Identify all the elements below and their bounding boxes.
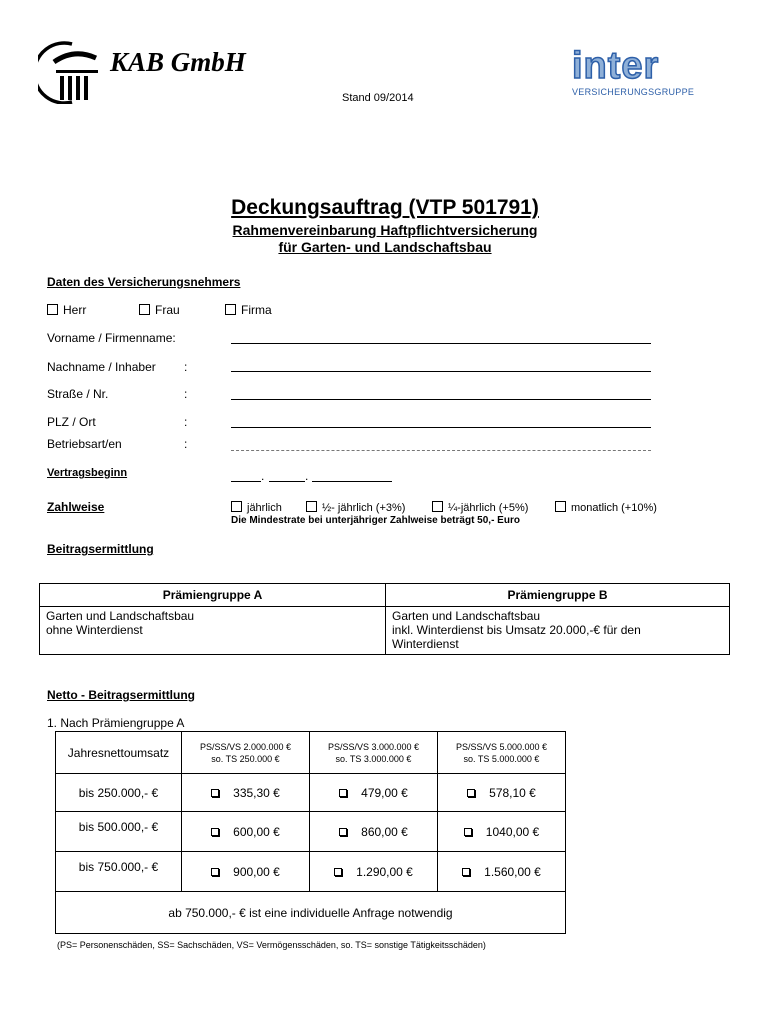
section-heading-netto: Netto - Beitragsermittlung [47,688,196,702]
field-label-betriebsart: Betriebsart/en [47,437,122,451]
checkbox-icon[interactable] [211,868,219,876]
footnote: (PS= Personenschäden, SS= Sachschäden, VS= Vermögensschäden, so. TS= sonstige Tätigkeitsschäden) [57,940,486,950]
price-cell[interactable]: 860,00 € [310,812,438,852]
checkbox-vierteljaehrlich[interactable] [432,501,443,512]
checkbox-icon[interactable] [211,789,219,797]
table-row [56,812,566,852]
date-year-line[interactable] [312,481,392,482]
checkbox-icon[interactable] [211,828,219,836]
price-cell[interactable]: 600,00 € [182,812,310,852]
group-b-description: Garten und Landschaftsbau inkl. Winterdienst bis Umsatz 20.000,-€ für den Winterdienst [386,607,730,655]
price-cell[interactable]: 900,00 € [182,852,310,892]
kab-logo [38,40,108,104]
date-separator-2: . [305,469,309,483]
field-colon-nachname: : [184,360,188,374]
document-subtitle-1: Rahmenvereinbarung Haftpflichtversicherung [232,222,538,238]
netto-price-table [55,731,566,934]
date-separator-1: . [261,469,265,483]
col-header-tier-1: PS/SS/VS 2.000.000 € so. TS 250.000 € [182,732,310,774]
section-heading-beitrag: Beitragsermittlung [47,542,154,556]
netto-subheading: 1. Nach Prämiengruppe A [47,716,185,730]
checkbox-icon[interactable] [339,828,347,836]
field-colon-plz: : [184,415,188,429]
date-day-line[interactable] [231,481,261,482]
inter-logo-wordmark: inter [572,45,660,87]
price-cell[interactable]: 335,30 € [182,774,310,812]
stand-date: Stand 09/2014 [342,92,414,104]
inter-logo-subtitle: VERSICHERUNGSGRUPPE [572,87,695,97]
field-label-plz: PLZ / Ort [47,415,96,429]
price-cell[interactable]: 479,00 € [310,774,438,812]
field-line-vorname[interactable] [231,343,651,344]
individual-request-row: ab 750.000,- € ist eine individuelle Anfrage notwendig [56,892,566,934]
document-subtitle-2: für Garten- und Landschaftsbau [278,239,492,255]
premium-group-table [39,583,730,655]
row-label-250k: bis 250.000,- € [56,774,182,812]
price-cell[interactable]: 1040,00 € [438,812,566,852]
checkbox-jaehrlich[interactable] [231,501,242,512]
field-label-nachname: Nachname / Inhaber [47,360,156,374]
group-b-header: Prämiengruppe B [386,584,730,607]
price-cell[interactable]: 578,10 € [438,774,566,812]
checkbox-icon[interactable] [467,789,475,797]
price-cell[interactable]: 1.560,00 € [438,852,566,892]
col-header-umsatz: Jahresnettoumsatz [56,732,182,774]
salutation-frau[interactable]: Frau [139,303,180,317]
label-vertragsbeginn: Vertragsbeginn [47,467,128,479]
col-header-tier-2: PS/SS/VS 3.000.000 € so. TS 3.000.000 € [310,732,438,774]
field-label-vorname: Vorname / Firmenname: [47,331,176,345]
salutation-firma[interactable]: Firma [225,303,272,317]
kab-logo-icon [38,40,108,104]
zahlweise-halbjaehrlich[interactable]: ½- jährlich (+3%) [306,501,405,514]
field-colon-betriebsart: : [184,437,188,451]
field-line-plz[interactable] [231,427,651,428]
field-label-strasse: Straße / Nr. [47,387,109,401]
salutation-herr[interactable]: Herr [47,303,86,317]
zahlweise-vierteljaehrlich[interactable]: ¼-jährlich (+5%) [432,501,528,514]
checkbox-halbjaehrlich[interactable] [306,501,317,512]
group-a-header: Prämiengruppe A [40,584,386,607]
row-label-750k: bis 750.000,- € [56,852,182,892]
field-line-betriebsart[interactable] [231,450,651,451]
checkbox-frau[interactable] [139,304,150,315]
group-a-description: Garten und Landschaftsbau ohne Winterdienst [40,607,386,655]
zahlweise-jaehrlich[interactable]: jährlich [231,501,282,514]
field-line-strasse[interactable] [231,399,651,400]
label-zahlweise: Zahlweise [47,500,105,514]
inter-logo [572,46,708,102]
checkbox-firma[interactable] [225,304,236,315]
date-month-line[interactable] [269,481,305,482]
col-header-tier-3: PS/SS/VS 5.000.000 € so. TS 5.000.000 € [438,732,566,774]
checkbox-icon[interactable] [462,868,470,876]
checkbox-herr[interactable] [47,304,58,315]
field-colon-strasse: : [184,387,188,401]
zahlweise-monatlich[interactable]: monatlich (+10%) [555,501,657,514]
checkbox-icon[interactable] [464,828,472,836]
field-line-nachname[interactable] [231,371,651,372]
table-row [56,852,566,892]
table-row [56,774,566,812]
checkbox-monatlich[interactable] [555,501,566,512]
checkbox-icon[interactable] [334,868,342,876]
price-cell[interactable]: 1.290,00 € [310,852,438,892]
row-label-500k: bis 500.000,- € [56,812,182,852]
zahlweise-note: Die Mindestrate bei unterjähriger Zahlweise beträgt 50,- Euro [231,515,520,526]
document-title: Deckungsauftrag (VTP 501791) [231,196,539,219]
section-heading-insured: Daten des Versicherungsnehmers [47,275,241,289]
checkbox-icon[interactable] [339,789,347,797]
company-name: KAB GmbH [110,47,246,77]
